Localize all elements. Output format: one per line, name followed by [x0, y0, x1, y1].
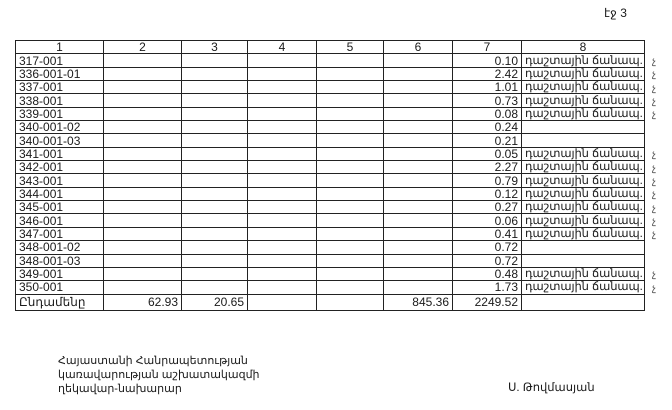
row-col2 [104, 281, 182, 294]
row-col2 [104, 147, 182, 160]
row-code: 340-001-02 [16, 121, 104, 134]
row-land-type: դաշտային ճանապ. [522, 54, 645, 67]
signatory-title [58, 354, 260, 396]
table-row [16, 281, 645, 294]
table-row [16, 94, 645, 107]
column-header-row [16, 41, 645, 54]
row-value: 0.41 [453, 227, 522, 240]
row-value: 0.08 [453, 107, 522, 120]
total-col5 [317, 294, 384, 310]
row-col4 [248, 187, 317, 200]
row-value: 0.06 [453, 214, 522, 227]
margin-mark: չ [652, 215, 657, 227]
row-col4 [248, 267, 317, 280]
row-col4 [248, 174, 317, 187]
row-col3 [182, 227, 248, 240]
margin-mark: չ [652, 55, 657, 67]
row-col2 [104, 161, 182, 174]
row-col3 [182, 121, 248, 134]
row-col5 [317, 147, 384, 160]
table-row [16, 107, 645, 120]
row-code: 348-001-02 [16, 241, 104, 254]
row-col3 [182, 267, 248, 280]
row-code: 340-001-03 [16, 134, 104, 147]
row-value: 0.79 [453, 174, 522, 187]
total-row [16, 294, 645, 310]
row-col4 [248, 214, 317, 227]
row-land-type: դաշտային ճանապ. [522, 174, 645, 187]
table-row [16, 187, 645, 200]
margin-mark: չ [652, 282, 657, 294]
row-code: 336-001-01 [16, 67, 104, 80]
row-col2 [104, 227, 182, 240]
margin-mark: չ [652, 149, 657, 161]
row-col5 [317, 227, 384, 240]
col-header-7: 7 [453, 41, 522, 54]
table-row [16, 81, 645, 94]
row-col4 [248, 107, 317, 120]
table-row [16, 267, 645, 280]
col-header-3: 3 [182, 41, 248, 54]
row-col6 [384, 134, 453, 147]
row-value: 0.12 [453, 187, 522, 200]
table-row [16, 174, 645, 187]
row-col3 [182, 94, 248, 107]
row-col6 [384, 254, 453, 267]
row-land-type: դաշտային ճանապ. [522, 107, 645, 120]
row-col5 [317, 81, 384, 94]
col-header-2: 2 [104, 41, 182, 54]
row-value: 0.24 [453, 121, 522, 134]
col-header-6: 6 [384, 41, 453, 54]
row-code: 337-001 [16, 81, 104, 94]
row-col6 [384, 147, 453, 160]
row-col3 [182, 174, 248, 187]
row-col2 [104, 94, 182, 107]
row-col3 [182, 254, 248, 267]
col-header-8: 8 [522, 41, 645, 54]
row-land-type: դաշտային ճանապ. [522, 81, 645, 94]
row-value: 0.73 [453, 94, 522, 107]
row-col4 [248, 201, 317, 214]
row-col5 [317, 161, 384, 174]
row-value: 2.42 [453, 67, 522, 80]
row-col5 [317, 67, 384, 80]
total-col2: 62.93 [104, 294, 182, 310]
margin-mark: չ [652, 189, 657, 201]
row-col2 [104, 201, 182, 214]
row-code: 317-001 [16, 54, 104, 67]
row-value: 0.27 [453, 201, 522, 214]
row-value: 0.21 [453, 134, 522, 147]
table-row [16, 67, 645, 80]
row-col5 [317, 281, 384, 294]
row-col3 [182, 241, 248, 254]
col-header-4: 4 [248, 41, 317, 54]
row-col2 [104, 121, 182, 134]
row-col2 [104, 54, 182, 67]
row-col5 [317, 254, 384, 267]
row-value: 0.72 [453, 241, 522, 254]
row-code: 341-001 [16, 147, 104, 160]
row-land-type: դաշտային ճանապ. [522, 267, 645, 280]
total-col8 [522, 294, 645, 310]
row-col4 [248, 241, 317, 254]
row-col2 [104, 134, 182, 147]
margin-mark: չ [652, 175, 657, 187]
row-col3 [182, 134, 248, 147]
row-col5 [317, 54, 384, 67]
row-col2 [104, 254, 182, 267]
row-code: 344-001 [16, 187, 104, 200]
margin-mark: չ [652, 229, 657, 241]
table-row [16, 227, 645, 240]
table-row [16, 121, 645, 134]
table-row [16, 241, 645, 254]
row-col5 [317, 107, 384, 120]
margin-mark: չ [652, 269, 657, 281]
row-col2 [104, 187, 182, 200]
row-col6 [384, 121, 453, 134]
row-col6 [384, 227, 453, 240]
total-col6: 845.36 [384, 294, 453, 310]
row-col6 [384, 187, 453, 200]
row-code: 349-001 [16, 267, 104, 280]
row-code: 342-001 [16, 161, 104, 174]
row-col5 [317, 94, 384, 107]
signatory-line-1: Հայաստանի Հանրապետության [58, 355, 248, 367]
row-land-type [522, 241, 645, 254]
row-value: 0.05 [453, 147, 522, 160]
row-code: 347-001 [16, 227, 104, 240]
row-col5 [317, 201, 384, 214]
row-col6 [384, 107, 453, 120]
row-land-type: դաշտային ճանապ. [522, 161, 645, 174]
row-col3 [182, 187, 248, 200]
row-col2 [104, 81, 182, 94]
row-code: 339-001 [16, 107, 104, 120]
row-land-type: դաշտային ճանապ. [522, 227, 645, 240]
row-col6 [384, 174, 453, 187]
row-col4 [248, 227, 317, 240]
row-col3 [182, 201, 248, 214]
row-col6 [384, 54, 453, 67]
row-col5 [317, 121, 384, 134]
row-col4 [248, 121, 317, 134]
row-col2 [104, 214, 182, 227]
row-land-type: դաշտային ճանապ. [522, 67, 645, 80]
row-col2 [104, 267, 182, 280]
row-col3 [182, 161, 248, 174]
row-value: 1.73 [453, 281, 522, 294]
table-row [16, 214, 645, 227]
row-col4 [248, 94, 317, 107]
row-col2 [104, 174, 182, 187]
row-land-type: դաշտային ճանապ. [522, 187, 645, 200]
row-land-type [522, 134, 645, 147]
row-col4 [248, 81, 317, 94]
row-col5 [317, 187, 384, 200]
total-col7: 2249.52 [453, 294, 522, 310]
row-value: 0.10 [453, 54, 522, 67]
row-col6 [384, 267, 453, 280]
row-col5 [317, 267, 384, 280]
row-col4 [248, 254, 317, 267]
row-col3 [182, 54, 248, 67]
table-row [16, 147, 645, 160]
row-col5 [317, 174, 384, 187]
row-col2 [104, 241, 182, 254]
row-col6 [384, 214, 453, 227]
row-code: 338-001 [16, 94, 104, 107]
row-col3 [182, 81, 248, 94]
row-value: 0.48 [453, 267, 522, 280]
table-row [16, 134, 645, 147]
row-land-type: դաշտային ճանապ. [522, 201, 645, 214]
row-col6 [384, 81, 453, 94]
col-header-1: 1 [16, 41, 104, 54]
row-code: 348-001-03 [16, 254, 104, 267]
row-value: 2.27 [453, 161, 522, 174]
row-value: 1.01 [453, 81, 522, 94]
row-col4 [248, 134, 317, 147]
row-code: 343-001 [16, 174, 104, 187]
row-col6 [384, 67, 453, 80]
row-land-type: դաշտային ճանապ. [522, 94, 645, 107]
margin-mark: չ [652, 69, 657, 81]
margin-mark: չ [652, 202, 657, 214]
row-land-type: դաշտային ճանապ. [522, 281, 645, 294]
row-code: 350-001 [16, 281, 104, 294]
row-value: 0.72 [453, 254, 522, 267]
total-label: Ընդամենը [16, 294, 104, 310]
table-row [16, 254, 645, 267]
row-col2 [104, 67, 182, 80]
row-col4 [248, 147, 317, 160]
margin-mark: չ [652, 162, 657, 174]
row-col6 [384, 281, 453, 294]
margin-mark: չ [652, 95, 657, 107]
row-col4 [248, 67, 317, 80]
row-land-type: դաշտային ճանապ. [522, 147, 645, 160]
col-header-5: 5 [317, 41, 384, 54]
row-col4 [248, 281, 317, 294]
total-col4 [248, 294, 317, 310]
row-col6 [384, 201, 453, 214]
row-col6 [384, 161, 453, 174]
signatory-line-2: կառավարության աշխատակազմի [58, 369, 260, 381]
page-number: էջ 3 [604, 6, 627, 20]
row-land-type [522, 254, 645, 267]
row-col5 [317, 241, 384, 254]
row-col5 [317, 134, 384, 147]
row-col6 [384, 94, 453, 107]
row-col3 [182, 281, 248, 294]
table-row [16, 161, 645, 174]
land-table [15, 40, 645, 311]
row-col5 [317, 214, 384, 227]
row-col3 [182, 107, 248, 120]
row-land-type: դաշտային ճանապ. [522, 214, 645, 227]
row-col3 [182, 214, 248, 227]
row-code: 346-001 [16, 214, 104, 227]
row-col4 [248, 161, 317, 174]
signatory-line-3: ղեկավար-նախարար [58, 383, 182, 395]
total-col3: 20.65 [182, 294, 248, 310]
row-land-type [522, 121, 645, 134]
margin-mark: չ [652, 109, 657, 121]
signatory-name: Ս. Թովմասյան [508, 382, 595, 394]
row-col4 [248, 54, 317, 67]
table-row [16, 54, 645, 67]
row-code: 345-001 [16, 201, 104, 214]
row-col3 [182, 67, 248, 80]
margin-mark: չ [652, 82, 657, 94]
table-row [16, 201, 645, 214]
row-col6 [384, 241, 453, 254]
row-col2 [104, 107, 182, 120]
row-col3 [182, 147, 248, 160]
